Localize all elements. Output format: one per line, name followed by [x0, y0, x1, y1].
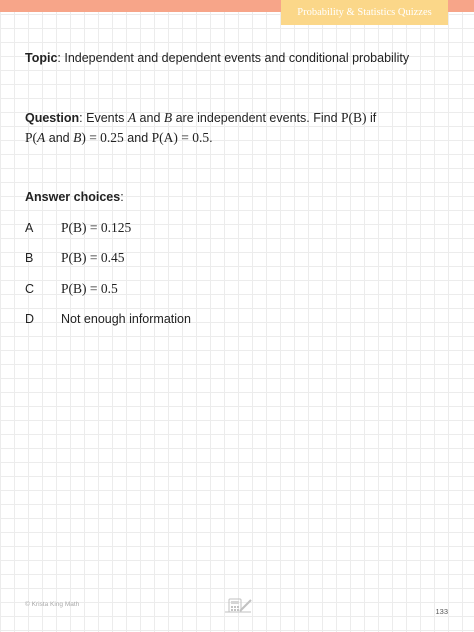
- math-variable: A: [127, 110, 137, 125]
- answer-choices-heading: [25, 187, 124, 207]
- math-expression: P(A) = 0.5: [151, 130, 210, 145]
- choice-text: P(B) = 0.45: [61, 250, 125, 265]
- topic-text: : Independent and dependent events and conditional probability: [57, 51, 410, 65]
- math-variable: A: [37, 130, 46, 145]
- answer-choice-d[interactable]: [25, 309, 191, 329]
- page-number: 133: [435, 607, 448, 616]
- footer-copyright: © Krista King Math: [25, 601, 80, 608]
- question-line-1: [25, 108, 376, 128]
- math-expression: P(B): [341, 110, 367, 125]
- math-variable: B: [163, 110, 173, 125]
- choice-text: P(B) = 0.125: [61, 220, 132, 235]
- answer-choice-c[interactable]: [25, 279, 118, 299]
- topic-line: [25, 48, 409, 68]
- question-text: and: [123, 131, 152, 145]
- math-expression: P(: [25, 130, 38, 145]
- topic-label: Topic: [25, 51, 58, 65]
- math-expression: ) = 0.25: [81, 130, 124, 145]
- choice-letter: A: [25, 221, 34, 235]
- answer-choice-a[interactable]: [25, 218, 131, 238]
- choice-letter: D: [25, 312, 35, 326]
- choice-text: P(B) = 0.5: [61, 281, 118, 296]
- question-text: : Events: [79, 111, 128, 125]
- question-text: .: [209, 131, 213, 145]
- answer-heading-label: Answer choices: [25, 190, 121, 204]
- question-text: if: [366, 111, 377, 125]
- question-line-2: [25, 128, 213, 148]
- math-variable: B: [73, 130, 82, 145]
- answer-choice-b[interactable]: [25, 248, 125, 268]
- question-text: are independent events. Find: [172, 111, 341, 125]
- calculator-ruler-icon: [223, 596, 253, 614]
- choice-letter: C: [25, 282, 35, 296]
- choice-letter: B: [25, 251, 34, 265]
- header-tab: [281, 0, 448, 25]
- question-text: and: [45, 131, 74, 145]
- header-tab-label: Probability & Statistics Quizzes: [297, 7, 432, 18]
- question-label: Question: [25, 111, 80, 125]
- answer-heading-colon: :: [120, 190, 124, 204]
- question-text: and: [136, 111, 164, 125]
- choice-text: Not enough information: [61, 312, 191, 326]
